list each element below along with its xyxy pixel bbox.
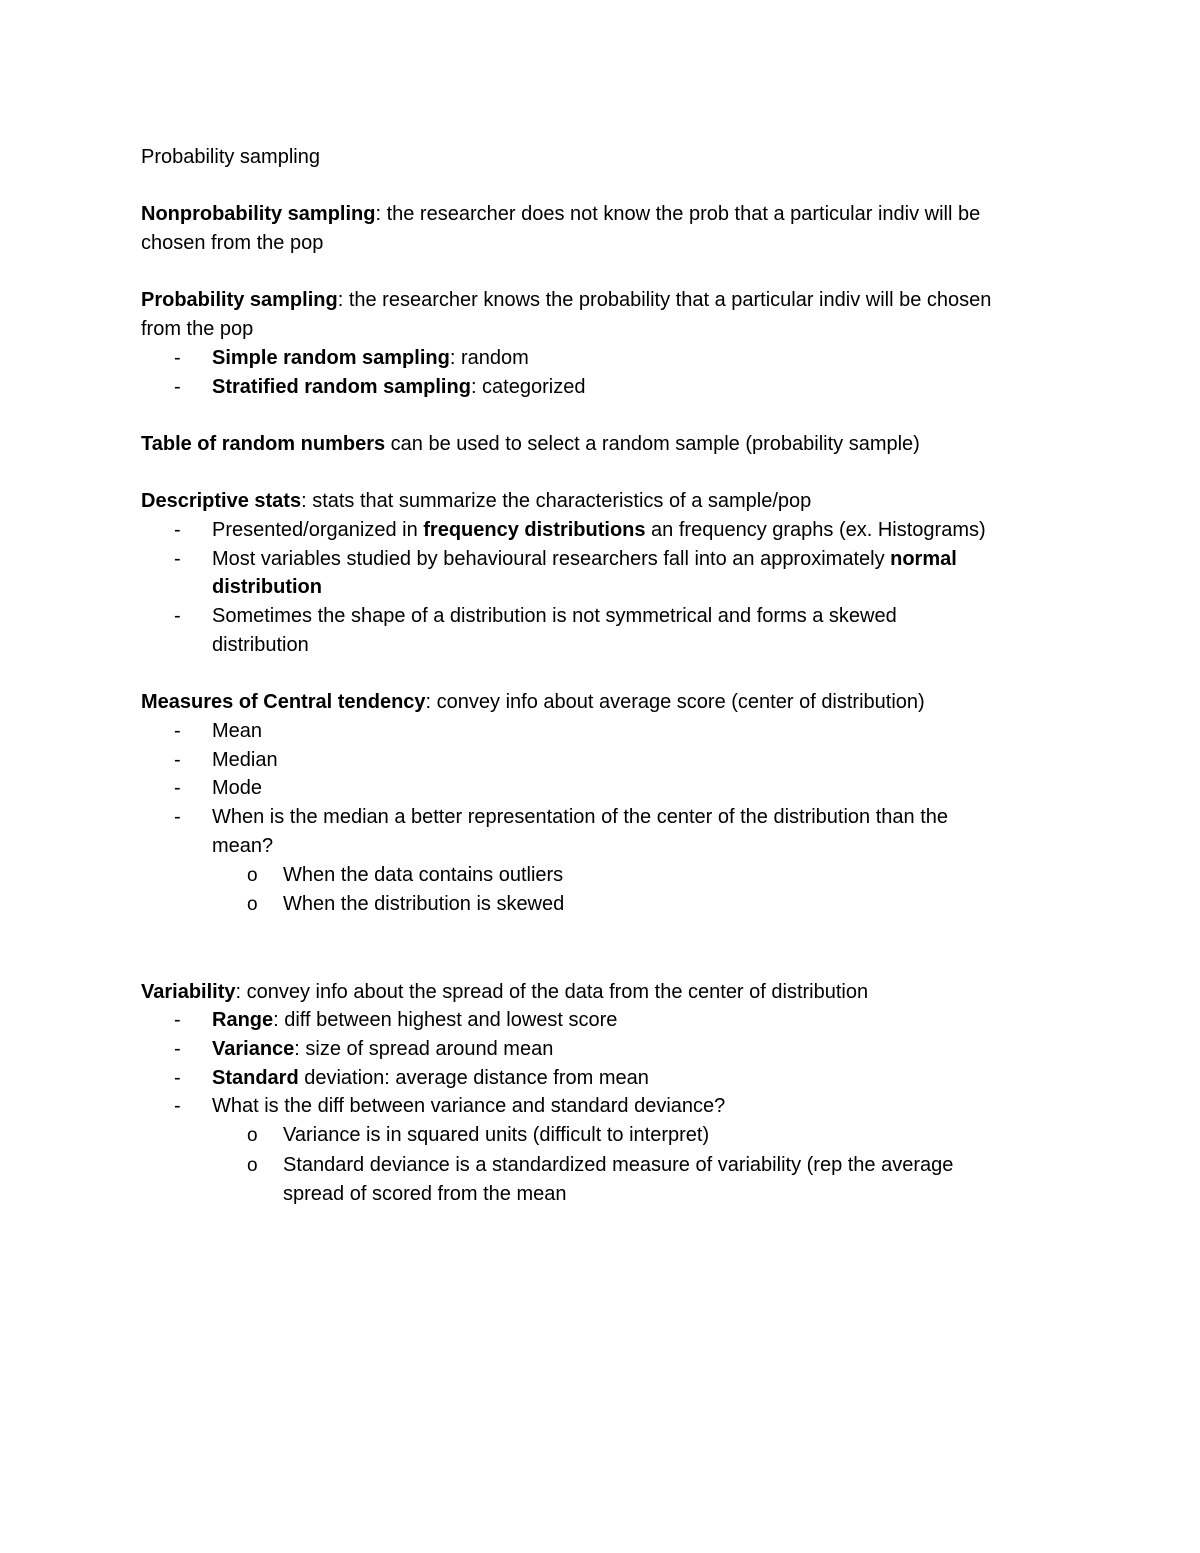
central-text: : convey info about average score (center of distribution) — [425, 691, 925, 714]
dash-bullet: - — [174, 719, 181, 742]
sub-list-item — [141, 1121, 1070, 1151]
item-text: Median — [212, 748, 278, 771]
list-item — [141, 1092, 1070, 1121]
table-term: Table of random numbers — [141, 432, 386, 455]
prob-term: Probability sampling — [141, 289, 338, 312]
dash-bullet: - — [174, 806, 181, 829]
sub-list-item — [141, 1151, 1070, 1181]
item-text: When the data contains outliers — [283, 863, 564, 886]
item-term: normal — [890, 547, 957, 570]
nonprob-term: Nonprobability sampling — [141, 203, 376, 226]
descriptive-text: : stats that summarize the characteristics of a sample/pop — [301, 490, 812, 513]
list-item — [141, 545, 1070, 574]
item-term: distribution — [212, 576, 322, 599]
circle-bullet: o — [247, 894, 258, 915]
sub-list-item-continuation: spread of scored from the mean — [283, 1183, 567, 1206]
list-item-continuation: distribution — [212, 633, 309, 656]
dash-bullet: - — [174, 1037, 181, 1060]
list-item — [141, 516, 1070, 545]
descriptive-line — [141, 487, 1070, 516]
central-term: Measures of Central tendency — [141, 691, 426, 714]
item-term: frequency distributions — [423, 519, 646, 542]
item-text: Sometimes the shape of a distribution is not symmetrical and forms a skewed — [212, 605, 897, 628]
item-text: When the distribution is skewed — [283, 893, 565, 915]
table-text: can be used to select a random sample (probability sample) — [385, 432, 920, 455]
list-item — [141, 803, 1070, 832]
item-text: What is the diff between variance and standard deviance? — [212, 1095, 726, 1118]
dash-bullet: - — [174, 1009, 181, 1032]
dash-bullet: - — [174, 375, 181, 398]
circle-bullet: o — [247, 864, 258, 886]
list-item — [141, 344, 1070, 373]
item-text: Mode — [212, 777, 263, 800]
item-term: Standard — [212, 1066, 299, 1089]
central-line — [141, 688, 1070, 717]
list-item — [141, 373, 1070, 402]
dash-bullet: - — [174, 1066, 181, 1089]
spacer — [141, 258, 1070, 287]
spacer — [141, 660, 1070, 689]
item-text: : random — [449, 346, 529, 369]
dash-bullet: - — [174, 1095, 181, 1118]
spacer — [141, 920, 1070, 978]
item-text: deviation: average distance from mean — [298, 1066, 649, 1089]
item-text: an frequency graphs (ex. Histograms) — [645, 519, 986, 542]
list-item — [141, 602, 1070, 631]
table-line — [141, 430, 1070, 459]
item-text: Presented/organized in — [212, 519, 424, 542]
dash-bullet: - — [174, 346, 181, 369]
spacer — [141, 172, 1070, 201]
dash-bullet: - — [174, 605, 181, 628]
item-term: Simple random sampling — [212, 346, 450, 369]
list-item — [141, 1006, 1070, 1035]
item-text: : diff between highest and lowest score — [273, 1009, 618, 1032]
list-item — [141, 717, 1070, 746]
item-text: : size of spread around mean — [294, 1037, 554, 1060]
nonprob-text: : the researcher does not know the prob that a particular indiv will be — [375, 203, 981, 226]
item-text: Mean — [212, 719, 263, 742]
nonprob-line-1 — [141, 200, 1070, 229]
list-item — [141, 774, 1070, 803]
sub-list-item — [141, 890, 1070, 920]
item-text: : categorized — [470, 375, 586, 398]
nonprob-line-2: chosen from the pop — [141, 232, 324, 255]
spacer — [141, 401, 1070, 430]
dash-bullet: - — [174, 748, 181, 771]
prob-line-2: from the pop — [141, 318, 254, 341]
prob-line-1 — [141, 286, 1070, 315]
list-item — [141, 746, 1070, 775]
prob-text: : the researcher knows the probability that a particular indiv will be chosen — [337, 289, 992, 312]
item-term: Range — [212, 1009, 274, 1032]
page-heading: Probability sampling — [141, 146, 320, 168]
variability-line — [141, 978, 1070, 1007]
item-text: Standard deviance is a standardized measure of variability (rep the average — [283, 1153, 954, 1176]
sub-list-item — [141, 861, 1070, 891]
dash-bullet: - — [174, 519, 181, 542]
circle-bullet: o — [247, 1125, 258, 1147]
spacer — [141, 459, 1070, 488]
dash-bullet: - — [174, 777, 181, 800]
list-item — [141, 1064, 1070, 1093]
circle-bullet: o — [247, 1154, 258, 1176]
list-item — [141, 1035, 1070, 1064]
list-item-continuation: mean? — [212, 834, 274, 857]
item-term: Stratified random sampling — [212, 375, 471, 398]
variability-text: : convey info about the spread of the data from the center of distribution — [235, 980, 869, 1003]
list-item-continuation — [141, 573, 1070, 602]
item-term: Variance — [212, 1037, 295, 1060]
descriptive-term: Descriptive stats — [141, 490, 302, 513]
item-text: Variance is in squared units (difficult to interpret) — [283, 1124, 710, 1147]
variability-term: Variability — [141, 980, 236, 1003]
dash-bullet: - — [174, 547, 181, 570]
item-text: When is the median a better representation of the center of the distribution than the — [212, 806, 949, 829]
item-text: Most variables studied by behavioural researchers fall into an approximately — [212, 547, 891, 570]
